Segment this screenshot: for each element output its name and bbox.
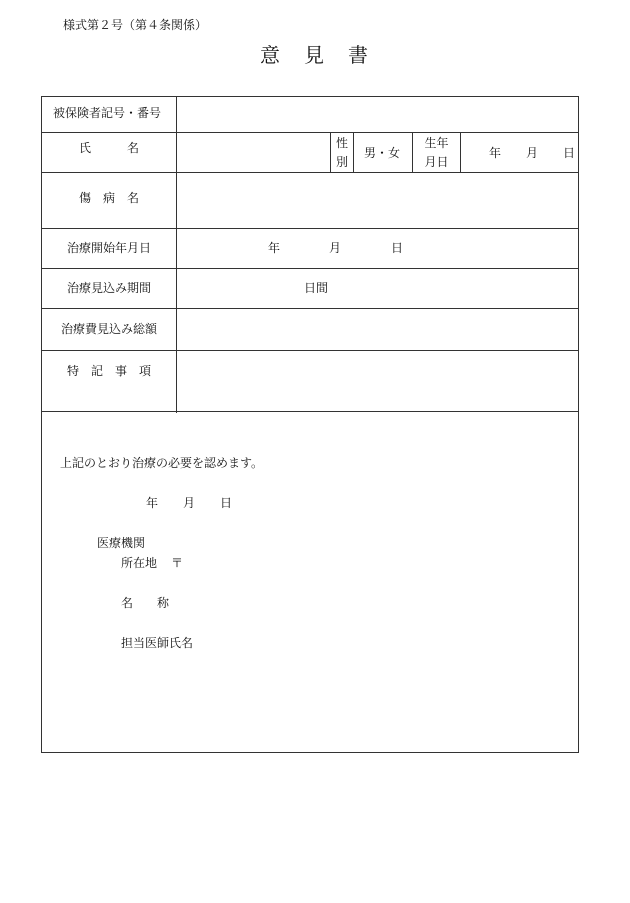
certification-statement: 上記のとおり治療の必要を認めます。 xyxy=(60,456,264,470)
column-divider xyxy=(353,132,354,172)
cert-date-month: 月 xyxy=(183,496,196,510)
treatment-start-year: 年 xyxy=(268,241,281,255)
birth-day-label: 日 xyxy=(563,146,576,160)
birth-month-label: 月 xyxy=(526,146,539,160)
treatment-cost-label: 治療費見込み総額 xyxy=(60,322,157,336)
name-label: 氏 名 xyxy=(78,141,139,155)
treatment-period-label: 治療見込み期間 xyxy=(66,281,151,295)
treatment-start-month: 月 xyxy=(329,241,342,255)
row-divider xyxy=(42,268,578,269)
treatment-start-day: 日 xyxy=(391,241,404,255)
injury-name-field[interactable] xyxy=(177,173,578,228)
opinion-table xyxy=(41,96,579,412)
special-notes-field[interactable] xyxy=(177,351,578,411)
insured-number-label: 被保険者記号・番号 xyxy=(53,106,162,120)
cert-date-year: 年 xyxy=(146,496,159,510)
certification-section xyxy=(41,411,579,753)
treatment-cost-field[interactable] xyxy=(177,309,578,350)
special-notes-label: 特 記 事 項 xyxy=(66,364,151,378)
birth-year-label: 年 xyxy=(489,146,502,160)
cert-date-day: 日 xyxy=(220,496,233,510)
sex-options[interactable]: 男・女 xyxy=(364,146,401,160)
name-field[interactable] xyxy=(177,133,330,172)
row-divider xyxy=(42,228,578,229)
page-title: 意 見 書 xyxy=(260,43,370,67)
institution-name-label: 名 称 xyxy=(121,596,170,610)
treatment-period-unit: 日間 xyxy=(304,281,329,295)
institution-label: 医療機関 xyxy=(97,536,146,550)
postal-mark: 〒 xyxy=(171,556,184,570)
insured-number-field[interactable] xyxy=(177,97,578,132)
birthdate-label: 生年 月日 xyxy=(424,136,449,169)
sex-label: 性 別 xyxy=(335,136,348,169)
injury-name-label: 傷 病 名 xyxy=(78,191,139,205)
column-divider xyxy=(460,132,461,172)
address-label: 所在地 xyxy=(121,556,158,570)
doctor-name-label: 担当医師氏名 xyxy=(121,636,194,650)
treatment-start-label: 治療開始年月日 xyxy=(66,241,151,255)
form-number: 様式第２号（第４条関係） xyxy=(63,18,208,32)
